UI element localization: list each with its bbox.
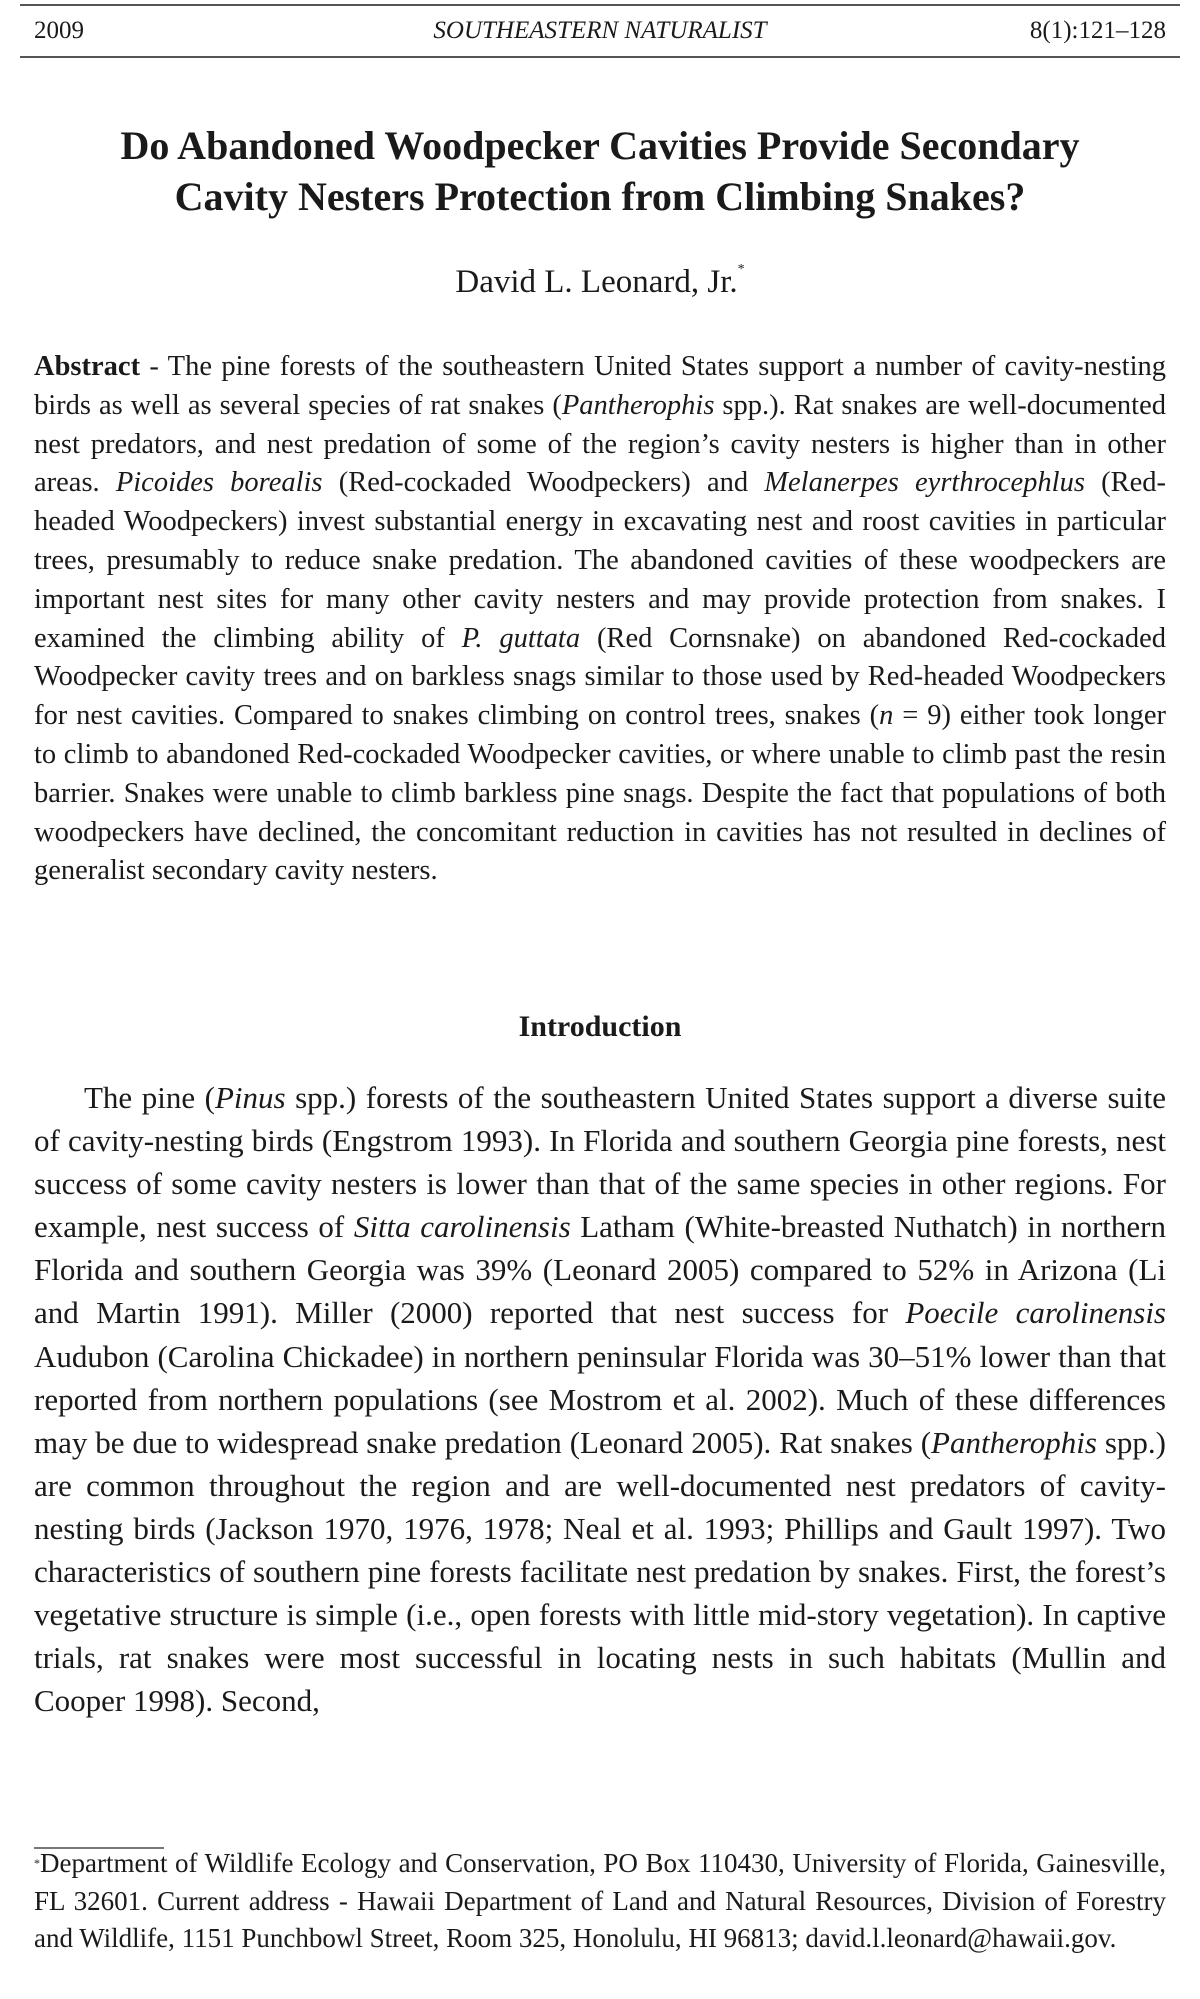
running-head-volume-pages: 8(1):121–128 bbox=[1029, 17, 1166, 44]
italic-term: Poecile carolinensis bbox=[905, 1295, 1166, 1331]
title-line-1: Do Abandoned Woodpecker Cavities Provide Secondary bbox=[120, 123, 1080, 168]
italic-term: Pantherophis bbox=[561, 389, 715, 421]
footnote bbox=[34, 1845, 1166, 1958]
running-head-journal: SOUTHEASTERN NATURALIST bbox=[433, 17, 767, 44]
author-footnote-mark: * bbox=[737, 262, 745, 277]
italic-term: Pinus bbox=[214, 1080, 286, 1115]
italic-term: Pantherophis bbox=[931, 1424, 1097, 1460]
italic-term: Sitta carolinensis bbox=[353, 1209, 571, 1245]
section-heading-introduction: Introduction bbox=[518, 1010, 682, 1043]
author-name: David L. Leonard, Jr. bbox=[455, 264, 738, 300]
italic-term: Picoides borealis bbox=[115, 467, 323, 499]
title-line-2: Cavity Nesters Protection from Climbing Snakes? bbox=[174, 174, 1026, 219]
abstract bbox=[34, 348, 1166, 891]
article-title bbox=[40, 120, 1160, 222]
abstract-body: - The pine forests of the southeastern United States support a number of cavity-nesting birds as well as several species of rat snakes (Pantherophis spp.). Rat snakes are well-documented nest predators, and nest predation of some of the region’s cavity nesters is higher than in other areas. Picoides borealis (Red-cockaded Woodpeckers) and Melanerpes eyrthrocephlus (Red-headed Woodpeckers) invest substantial energy in excavating nest and roost cavities in particular trees, presumably to reduce snake predation. The abandoned cavities of these woodpeckers are important nest sites for many other cavity nesters and may provide protection from snakes. I examined the climbing ability of P. guttata (Red Cornsnake) on abandoned Red-cockaded Woodpecker cavity trees and on barkless snags similar to those used by Red-headed Woodpeckers for nest cavities. Compared to snakes climbing on control trees, snakes (n = 9) either took longer to climb to abandoned Red-cockaded Woodpecker cavities, or where unable to climb past the resin barrier. Snakes were unable to climb barkless pine snags. Despite the fact that populations of both woodpeckers have declined, the concomitant reduction in cavities has not resulted in declines of generalist secondary cavity nesters. bbox=[34, 351, 1167, 887]
running-head bbox=[34, 14, 1166, 48]
author-line bbox=[0, 264, 1200, 301]
running-head-year: 2009 bbox=[34, 17, 84, 44]
header-top-rule bbox=[20, 4, 1180, 6]
footnote-text: Department of Wildlife Ecology and Conservation, PO Box 110430, University of Florida, Gainesville, FL 32601. Current address - Hawaii Department of Land and Natural Resources, Division of Forestry and Wildlife, 1151 Punchbowl Street, Room 325, Honolulu, HI 96813; david.l.leonard@hawaii.gov. bbox=[34, 1848, 1166, 1953]
italic-term: P. guttata bbox=[461, 622, 581, 654]
footnote-mark: * bbox=[34, 1856, 40, 1870]
introduction-body: The pine (Pinus spp.) forests of the southeastern United States support a diverse suite of cavity-nesting birds (Engstrom 1993). In Florida and southern Georgia pine forests, nest success of some cavity nesters is lower than that of the same species in other regions. For example, nest success of Sitta carolinensis Latham (White-breasted Nuthatch) in northern Florida and southern Georgia was 39% (Leonard 2005) compared to 52% in Arizona (Li and Martin 1991). Miller (2000) reported that nest success for Poecile carolinensis Audubon (Carolina Chickadee) in northern peninsular Florida was 30–51% lower than that reported from northern populations (see Mostrom et al. 2002). Much of these differences may be due to widespread snake predation (Leonard 2005). Rat snakes (Pantherophis spp.) are common throughout the region and are well-documented nest predators of cavity-nesting birds (Jackson 1970, 1976, 1978; Neal et al. 1993; Phillips and Gault 1997). Two characteristics of southern pine forests facilitate nest predation by snakes. First, the forest’s vegetative structure is simple (i.e., open forests with little mid-story vegetation). In captive trials, rat snakes were most successful in locating nests in such habitats (Mullin and Cooper 1998). Second, bbox=[34, 1080, 1167, 1719]
abstract-label: Abstract bbox=[34, 351, 141, 382]
italic-term: Melanerpes eyrthrocephlus bbox=[764, 467, 1085, 499]
italic-term: n bbox=[879, 700, 894, 732]
header-bottom-rule bbox=[20, 56, 1180, 58]
